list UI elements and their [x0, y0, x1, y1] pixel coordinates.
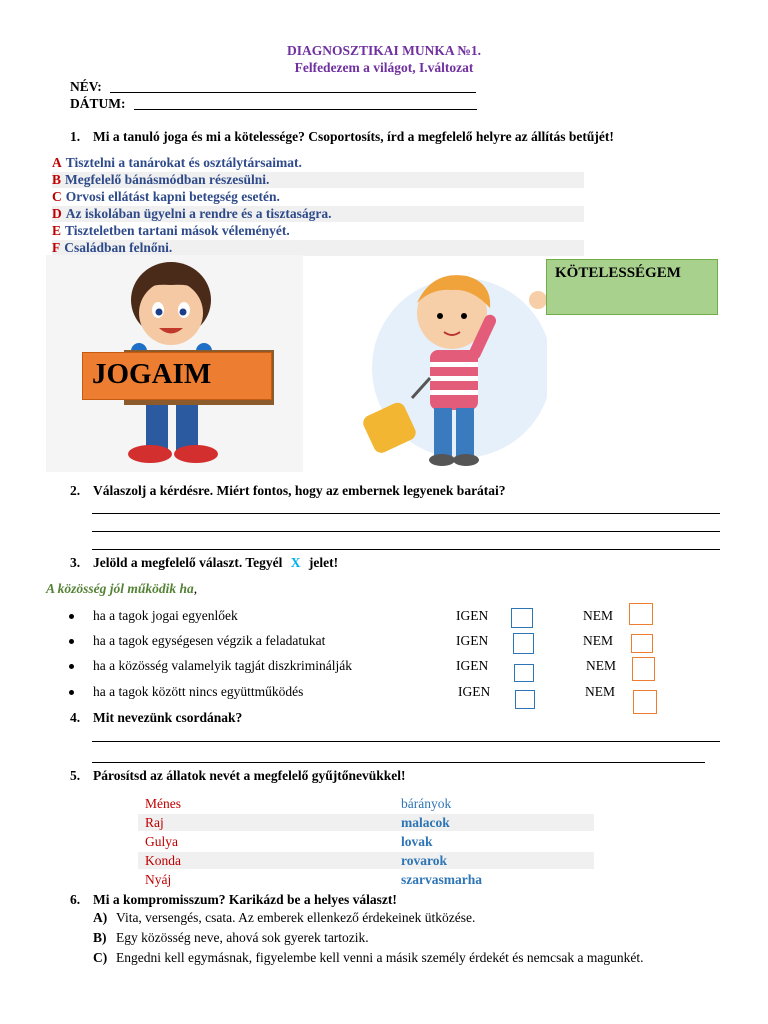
q1-number: 1. [70, 129, 81, 144]
boy-with-suitcase-picture [352, 258, 547, 472]
q2-answer-line-3[interactable] [92, 549, 720, 550]
statement-text: Orvosi ellátást kapni betegség esetén. [65, 189, 280, 204]
statement-row [52, 240, 584, 256]
statement-letter: A [52, 155, 62, 170]
option-text[interactable]: Engedni kell egymásnak, figyelembe kell venni a másik személy érdekét és nemcsak a magunkét. [116, 950, 644, 965]
statement-row [52, 189, 584, 205]
q2-number: 2. [70, 483, 81, 498]
yes-label: IGEN [456, 633, 489, 648]
statement-text: Tisztelni a tanárokat és osztálytársaimat. [65, 155, 302, 170]
q3-text-after: jelet! [308, 555, 339, 570]
q4-number: 4. [70, 710, 81, 725]
no-checkbox[interactable] [633, 690, 657, 714]
matching-row [138, 871, 594, 888]
q1-text: Mi a tanuló joga és mi a kötelessége? Csoportosíts, írd a megfelelő helyre az állítás betűjét! [93, 129, 614, 144]
bullet [69, 690, 74, 695]
q6-number: 6. [70, 892, 81, 907]
date-answer-line[interactable] [134, 109, 477, 110]
animal-name[interactable]: lovak [401, 834, 433, 849]
q4-answer-line-1[interactable] [92, 741, 720, 742]
statement-text: Családban felnőni. [64, 240, 173, 255]
q3-item-text: ha a tagok között nincs együttműködés [93, 684, 304, 699]
matching-row [138, 795, 594, 812]
option-text[interactable]: Egy közösség neve, ahová sok gyerek tartozik. [116, 930, 369, 945]
statement-row [52, 223, 584, 239]
statement-text: Tiszteletben tartani mások véleményét. [65, 223, 290, 238]
yes-checkbox[interactable] [513, 633, 534, 654]
statement-letter: F [52, 240, 61, 255]
no-label: NEM [583, 633, 613, 648]
date-label: DÁTUM: [70, 96, 126, 111]
animal-group-name[interactable]: Gulya [145, 834, 178, 849]
rights-label: JOGAIM [92, 358, 212, 390]
statement-letter: B [52, 172, 62, 187]
animal-name[interactable]: malacok [401, 815, 450, 830]
yes-checkbox[interactable] [511, 608, 533, 628]
matching-row [138, 833, 594, 850]
matching-row [138, 852, 594, 869]
animal-group-name[interactable]: Raj [145, 815, 164, 830]
bullet [69, 614, 74, 619]
rights-box[interactable] [82, 352, 272, 400]
option-key[interactable]: C) [93, 950, 108, 965]
worksheet-subtitle: Felfedezem a világot, I.változat [294, 60, 474, 75]
statement-row [52, 172, 584, 188]
worksheet-title: DIAGNOSZTIKAI MUNKA №1. [287, 43, 481, 58]
animal-name[interactable]: szarvasmarha [401, 872, 482, 887]
animal-group-name[interactable]: Nyáj [145, 872, 172, 887]
yes-checkbox[interactable] [515, 690, 535, 709]
animal-name[interactable]: rovarok [401, 853, 448, 868]
statement-letter: D [52, 206, 62, 221]
q3-text-before: Jelöld a megfelelő választ. Tegyél [93, 555, 283, 570]
option-key[interactable]: A) [93, 910, 108, 925]
yes-label: IGEN [458, 684, 491, 699]
no-label: NEM [583, 608, 613, 623]
q5-text: Párosítsd az állatok nevét a megfelelő gyűjtőnevükkel! [93, 768, 406, 783]
yes-checkbox[interactable] [514, 664, 534, 682]
animal-group-name[interactable]: Konda [145, 853, 181, 868]
q3-lead-comma: , [193, 581, 198, 596]
statement-row [52, 206, 584, 222]
name-label: NÉV: [70, 79, 102, 94]
q3-item-text: ha a tagok jogai egyenlőek [93, 608, 238, 623]
statement-row [52, 155, 584, 171]
duties-label: KÖTELESSÉGEM [555, 265, 681, 281]
bullet [69, 664, 74, 669]
q5-number: 5. [70, 768, 81, 783]
q3-item-text: ha a tagok egységesen végzik a feladatukat [93, 633, 326, 648]
statement-text: Az iskolában ügyelni a rendre és a tisztaságra. [65, 206, 332, 221]
matching-row [138, 814, 594, 831]
option-text[interactable]: Vita, versengés, csata. Az emberek ellenkező érdekeinek ütközése. [116, 910, 476, 925]
schoolboy-illustration [352, 258, 547, 472]
animal-name[interactable]: bárányok [401, 796, 452, 811]
q2-text: Válaszolj a kérdésre. Miért fontos, hogy az embernek legyenek barátai? [93, 483, 506, 498]
yes-label: IGEN [456, 658, 489, 673]
q3-lead-text: A közösség jól működik ha [46, 581, 194, 596]
yes-label: IGEN [456, 608, 489, 623]
no-checkbox[interactable] [632, 657, 655, 681]
bullet [69, 639, 74, 644]
no-label: NEM [586, 658, 616, 673]
animal-group-name[interactable]: Ménes [145, 796, 181, 811]
q3-text [93, 555, 338, 571]
q3-lead [46, 581, 197, 597]
name-answer-line[interactable] [110, 92, 476, 93]
q3-mark-symbol: X [290, 555, 301, 570]
q4-text: Mit nevezünk csordának? [93, 710, 243, 725]
no-label: NEM [585, 684, 615, 699]
q3-item-text: ha a közösség valamelyik tagját diszkriminálják [93, 658, 353, 673]
no-checkbox[interactable] [631, 634, 653, 653]
q2-answer-line-2[interactable] [92, 531, 720, 532]
statement-text: Megfelelő bánásmódban részesülni. [65, 172, 270, 187]
duties-box[interactable] [546, 259, 718, 315]
q3-number: 3. [70, 555, 81, 570]
q2-answer-line-1[interactable] [92, 513, 720, 514]
no-checkbox[interactable] [629, 603, 653, 625]
statement-letter: C [52, 189, 62, 204]
option-key[interactable]: B) [93, 930, 107, 945]
statement-letter: E [52, 223, 62, 238]
q4-answer-line-2[interactable] [92, 762, 705, 763]
q6-text: Mi a kompromisszum? Karikázd be a helyes választ! [93, 892, 397, 907]
